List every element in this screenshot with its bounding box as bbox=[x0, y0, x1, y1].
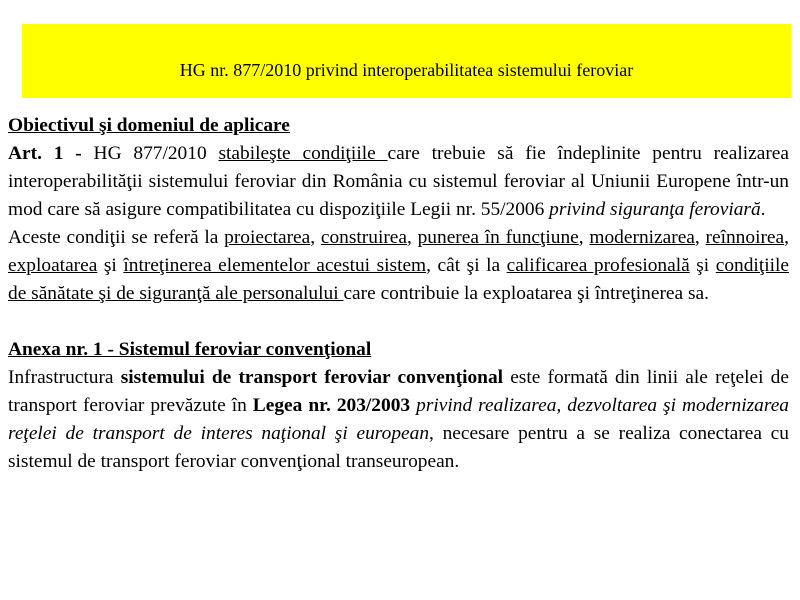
underlined-phrase: reînnoirea bbox=[705, 227, 785, 248]
bold-phrase: sistemului de transport feroviar convenţional bbox=[120, 367, 504, 388]
text-fragment: şi bbox=[689, 255, 716, 276]
text-fragment: HG 877/2010 bbox=[81, 143, 219, 164]
text-fragment: , bbox=[407, 227, 418, 248]
section2-heading: Anexa nr. 1 - Sistemul feroviar convenţional bbox=[8, 339, 372, 360]
underlined-phrase: stabileşte condiţiile bbox=[218, 143, 388, 164]
law-title-italic: privind realizarea, dezvoltarea şi modernizarea reţelei de transport de interes naţional şi european bbox=[8, 395, 790, 444]
text-fragment: care contribuie la exploatarea şi întreţinerea sa. bbox=[343, 283, 709, 304]
underlined-phrase: exploatarea bbox=[8, 255, 98, 276]
text-fragment: Aceste condiţii se referă la bbox=[8, 227, 225, 248]
underlined-phrase: modernizarea bbox=[589, 227, 695, 248]
text-fragment: care trebuie să fie îndeplinite pentru realizarea interoperabilităţii sistemului feroviar din România cu sistemul feroviar al Uniunii Europene într-un mod care să asigure compatibilitatea cu dispoziţiile Legii nr. 55/2006 bbox=[8, 143, 789, 220]
law-reference: Legea nr. 203/2003 bbox=[252, 395, 411, 416]
slide-title: HG nr. 877/2010 privind interoperabilitatea sistemului feroviar bbox=[179, 59, 634, 80]
article-1-paragraph bbox=[8, 140, 789, 224]
text-fragment: este formată din linii ale reţelei de transport feroviar prevăzute în bbox=[8, 367, 789, 416]
underlined-phrase: proiectarea bbox=[224, 227, 311, 248]
underlined-phrase: calificarea profesională bbox=[506, 255, 690, 276]
title-banner bbox=[22, 24, 791, 98]
text-fragment: Infrastructura bbox=[8, 367, 121, 388]
underlined-phrase: condiţiile de sănătate şi de siguranţă ale personalului bbox=[8, 255, 789, 304]
spacer bbox=[8, 308, 789, 336]
text-fragment: , bbox=[694, 227, 706, 248]
section1-heading: Obiectivul şi domeniul de aplicare bbox=[8, 115, 290, 136]
text-fragment: şi bbox=[97, 255, 124, 276]
underlined-phrase: întreţinerea elementelor acestui sistem bbox=[123, 255, 427, 276]
text-fragment: , bbox=[578, 227, 590, 248]
annex-paragraph bbox=[8, 364, 789, 476]
text-fragment: , bbox=[310, 227, 321, 248]
text-fragment: , necesare pentru a se realiza conectarea cu sistemul de transport feroviar convenţional transeuropean. bbox=[8, 423, 789, 472]
text-fragment: , cât şi la bbox=[426, 255, 507, 276]
text-fragment: . bbox=[760, 199, 766, 220]
body-content bbox=[8, 112, 789, 476]
conditions-paragraph bbox=[8, 224, 789, 308]
article-label: Art. 1 - bbox=[8, 143, 82, 164]
underlined-phrase: punerea în funcţiune bbox=[417, 227, 579, 248]
law-title-italic: privind siguranţa feroviară bbox=[549, 199, 761, 220]
underlined-phrase: construirea bbox=[320, 227, 407, 248]
text-fragment: , bbox=[784, 227, 789, 248]
